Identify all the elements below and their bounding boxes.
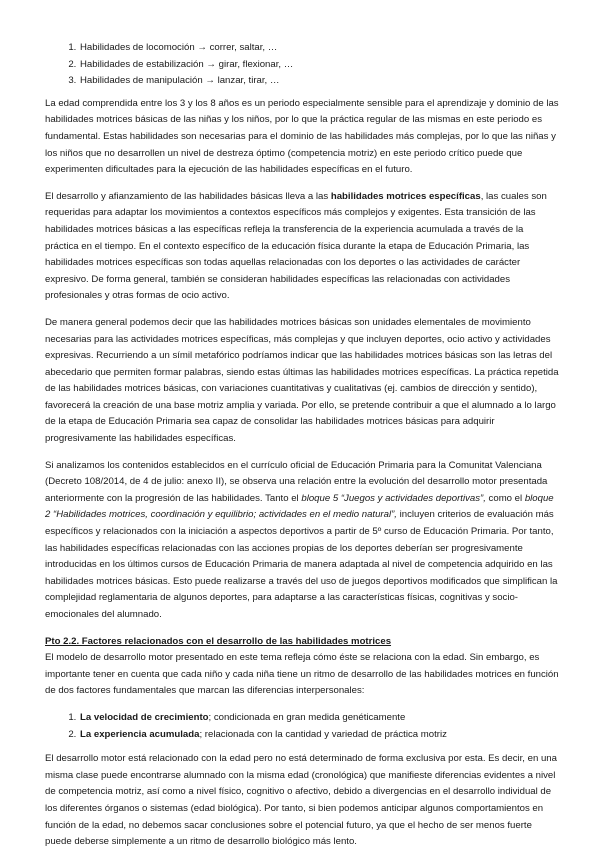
motor-skills-list <box>45 40 559 90</box>
italic-block-5: bloque 5 “Juegos y actividades deportivas”, <box>301 492 486 504</box>
bold-term: habilidades motrices específicas <box>330 190 481 202</box>
paragraph-specific-skills <box>45 189 559 305</box>
list-item <box>79 710 559 727</box>
text-run: incluyen criterios de evaluación más específicos y relacionados con la iniciación a aspectos deportivos a partir de 5º curso de Educación Primaria. Por tanto, las habilidades específicas relacionadas con las acciones propias de los deportes deberían ser progresivamente introducidas en los últimos cursos de Educación Primaria de manera adaptada al nivel de competencia adquirido en las habilidades motrices básicas. Esto puede realizarse a través del uso de juegos deportivos modificados que simplifican la complejidad reglamentaria de algunos deportes, para adaptarse a las características físicas, cognitivas y socio-emocionales del alumnado. <box>45 509 558 620</box>
paragraph-curriculum <box>45 458 559 624</box>
list-item: 2. Habilidades de estabilización → girar, flexionar, … <box>79 57 559 74</box>
paragraph-sensitive-period: La edad comprendida entre los 3 y los 8 años es un periodo especialmente sensible para el aprendizaje y dominio de las habilidades motrices básicas de las niñas y los niños, por lo que la práctica regular de las mismas en este periodo es fundamental. Estas habilidades son necesarias para el dominio de las habilidades más complejas, por lo que las niñas y los niños que no desarrollen un nivel de destreza óptimo (competencia motriz) en este periodo crítico puede que experimenten dificultades para la ejecución de las habilidades específicas en el futuro. <box>45 97 559 176</box>
text-run: , las cuales son requeridas para adaptar los movimientos a contextos específicos más complejos y exigentes. Esta transición de las habilidades motrices básicas a las específicas refleja la transferencia de la experiencia acumulada a través de la práctica en el tiempo. En el contexto específico de la educación física durante la etapa de Educación Primaria, las habilidades motrices específicas son todas aquellas relacionadas con los deportes o las actividades de carácter expresivo. De forma general, también se consideran habilidades específicas las relacionadas con actividades profesionales y otras formas de ocio activo. <box>45 190 547 302</box>
factor-term: La velocidad de crecimiento <box>80 711 209 723</box>
text-run: como el <box>485 492 525 504</box>
text-run: Si analizamos los contenidos establecidos en el currículo oficial de Educación Primaria para la Comunitat Valenciana (Decreto 108/2014, de 4 de julio: anexo II), se observa una relación entre la evolución del desarrollo motor presentada anteriormente con la progresión de las habilidades. Tanto el <box>45 459 548 504</box>
factor-description: ; condicionada en gran medida genéticamente <box>208 711 406 723</box>
factor-description: ; relacionada con la cantidad y variedad de práctica motriz <box>199 728 447 740</box>
italic-block-2: bloque 2 “Habilidades motrices, coordinación y equilibrio; actividades en el medio natural”, <box>45 492 554 521</box>
text-run: El desarrollo y afianzamiento de las habilidades básicas lleva a las <box>45 190 331 202</box>
list-item: 3. Habilidades de manipulación → lanzar, tirar, … <box>79 73 559 90</box>
paragraph-age-development: El desarrollo motor está relacionado con la edad pero no está determinado de forma exclusiva por esta. Es decir, en una misma clase puede encontrarse alumnado con la misma edad (cronológica) que manifieste diferencias evidentes a nivel de competencia motriz, así como a nivel físico, cognitivo o afectivo, debido a divergencias en el desarrollo individual de los diferentes órganos o sistemas (edad biológica). Por tanto, si bien podemos anticipar algunos comportamientos en función de la edad, no debemos sacar conclusiones sobre el potencial futuro, ya que el hecho de ser menos fuerte puede deberse simplemente a un ritmo de desarrollo biológico más lento. <box>45 753 557 848</box>
list-item <box>79 727 559 744</box>
section-heading: Pto 2.2. Factores relacionados con el desarrollo de las habilidades motrices <box>45 635 392 647</box>
factor-term: La experiencia acumulada <box>80 728 200 740</box>
paragraph-factors-intro: El modelo de desarrollo motor presentado en este tema refleja cómo éste se relaciona con la edad. Sin embargo, es importante tener en cuenta que cada niño y cada niña tiene un ritmo de desarrollo de las habilidades motrices en función de dos factores fundamentales que marcan las diferencias interpersonales: <box>45 652 559 697</box>
paragraph-basic-units: De manera general podemos decir que las habilidades motrices básicas son unidades elementales de movimiento necesarias para las actividades motrices específicas, más complejas y que incluyen deportes, ocio activo y actividades expresivas. Recurriendo a un símil metafórico podríamos indicar que las habilidades motrices básicas son las letras del abecedario que permiten formar palabras, siendo estas últimas las habilidades motrices específicas. La práctica repetida de las habilidades motrices básicas, con variaciones cuantitativas y cualitativas (ej. cambios de dirección y sentido), favorecerá la creación de una base motriz amplia y variada. Por ello, se pretende contribuir a que el alumnado a lo largo de la etapa de Educación Primaria sea capaz de consolidar las habilidades motrices básicas para adquirir progresivamente las habilidades específicas. <box>45 316 559 445</box>
list-item: 1. Habilidades de locomoción → correr, saltar, … <box>79 40 559 57</box>
factors-list <box>45 710 559 743</box>
